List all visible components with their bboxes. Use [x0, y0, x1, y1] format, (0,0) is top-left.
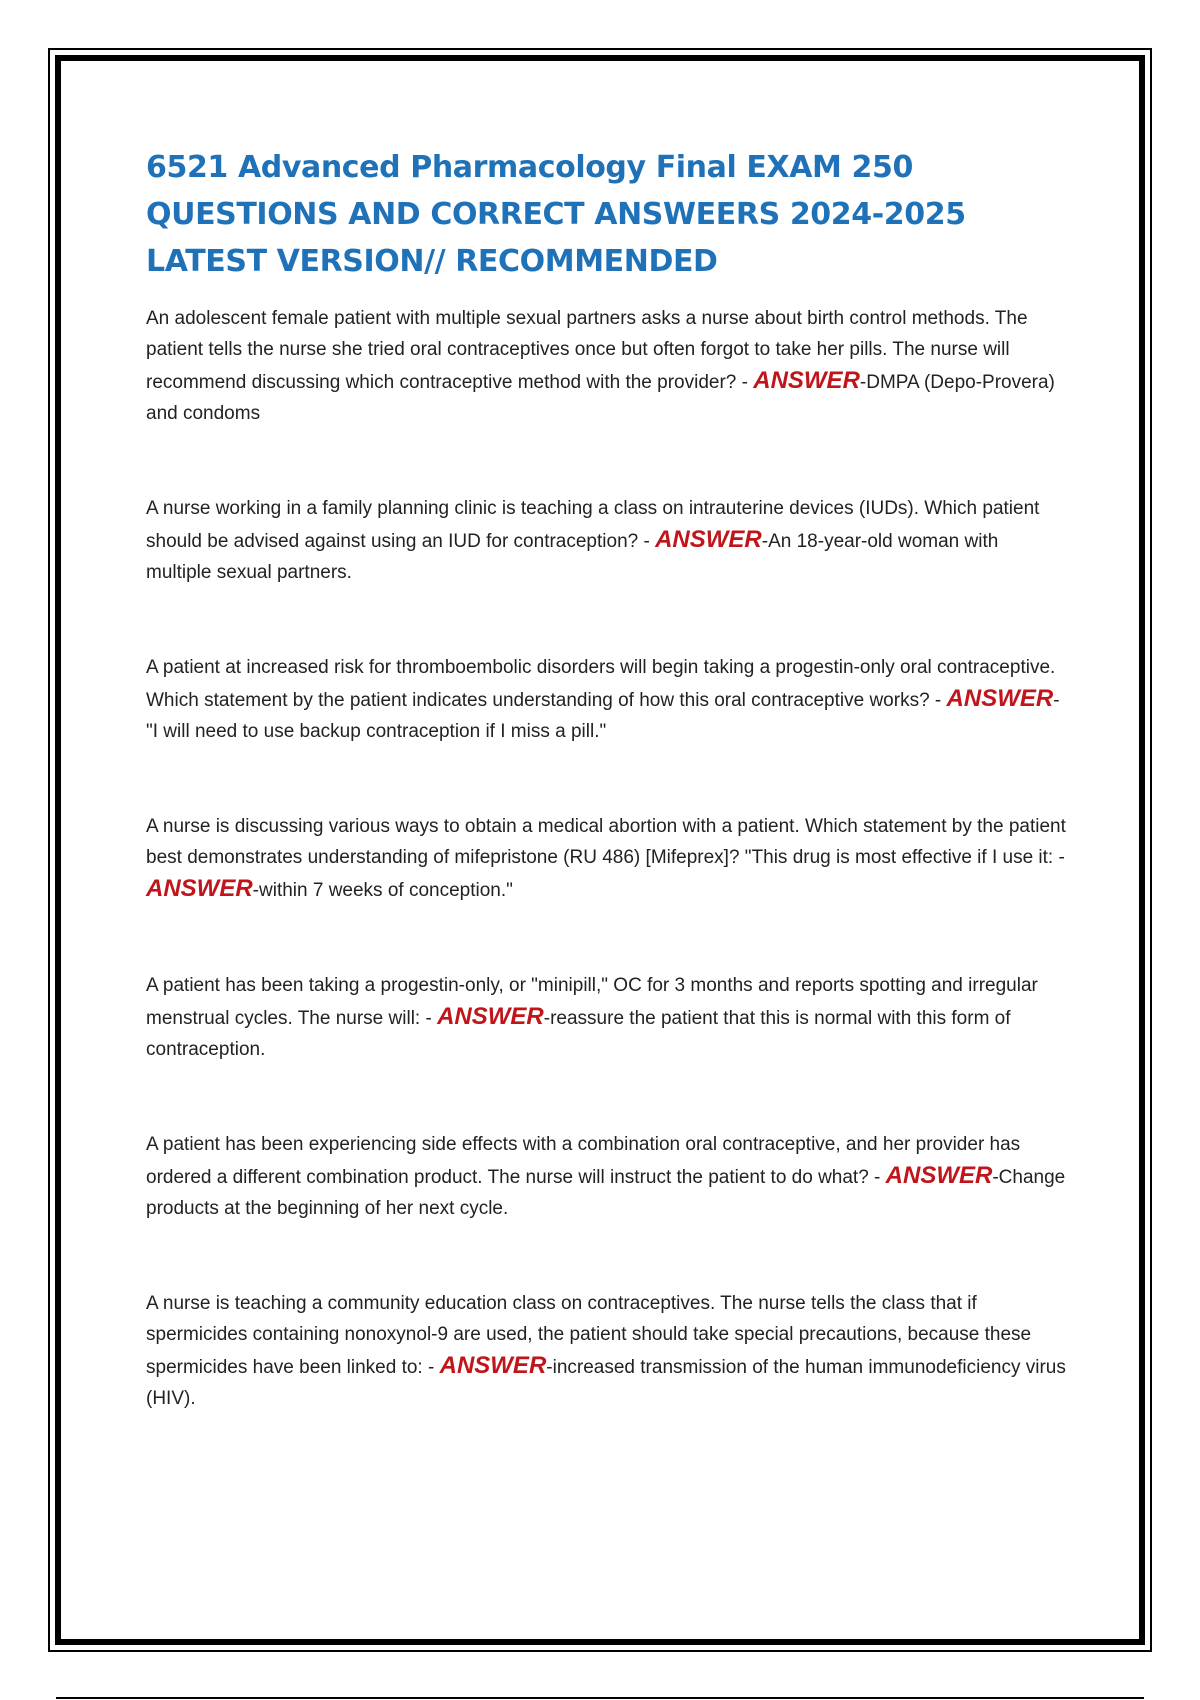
answer-label: ANSWER — [753, 367, 860, 394]
qa-item — [146, 970, 1066, 1065]
question-text: A nurse working in a family planning clinic is teaching a class on intrauterine devices (IUDs). Which patient should be advised against using an IUD for contraception? - — [146, 498, 1040, 552]
answer-text: -"I will need to use backup contraception if I miss a pill." — [146, 690, 1060, 742]
qa-item — [146, 811, 1066, 906]
qa-item — [146, 1288, 1066, 1414]
question-text: A patient has been taking a progestin-only, or "minipill," OC for 3 months and reports spotting and irregular menstrual cycles. The nurse will: - — [146, 975, 1038, 1029]
answer-text: -An 18-year-old woman with multiple sexual partners. — [146, 531, 999, 583]
page-divider — [56, 1697, 1144, 1699]
question-text: An adolescent female patient with multiple sexual partners asks a nurse about birth control methods. The patient tells the nurse she tried oral contraceptives once but often forgot to take her pills. The nurse will recommend discussing which contraceptive method with the provider? - — [146, 308, 1028, 393]
answer-label: ANSWER — [946, 685, 1054, 712]
answer-text: -Change products at the beginning of her next cycle. — [146, 1167, 1066, 1219]
document-body — [146, 144, 1066, 1478]
answer-label: ANSWER — [146, 875, 253, 902]
answer-label: ANSWER — [655, 526, 762, 553]
answer-label: ANSWER — [439, 1352, 547, 1379]
question-text: A patient at increased risk for thromboembolic disorders will begin taking a progestin-only oral contraceptive. Which statement by the patient indicates understanding of how this oral contraceptive works? - — [146, 657, 1056, 711]
answer-text: -DMPA (Depo-Provera) and condoms — [146, 372, 1055, 424]
answer-label: ANSWER — [437, 1003, 544, 1030]
qa-item — [146, 493, 1066, 588]
document-title: 6521 Advanced Pharmacology Final EXAM 250 QUESTIONS AND CORRECT ANSWEERS 2024-2025 LATEST VERSION// RECOMMENDED — [146, 150, 966, 279]
question-text: A nurse is discussing various ways to obtain a medical abortion with a patient. Which statement by the patient best demonstrates understanding of mifepristone (RU 486) [Mifeprex]? "This drug is most effective if I use it: - — [146, 816, 1066, 868]
answer-label: ANSWER — [885, 1162, 993, 1189]
qa-item — [146, 303, 1066, 429]
answer-text: -reassure the patient that this is normal with this form of contraception. — [146, 1008, 1011, 1060]
question-text: A patient has been experiencing side effects with a combination oral contraceptive, and her provider has ordered a different combination product. The nurse will instruct the patient to do what? - — [146, 1134, 1021, 1188]
qa-item — [146, 652, 1066, 747]
answer-text: -increased transmission of the human immunodeficiency virus (HIV). — [146, 1357, 1066, 1409]
question-text: A nurse is teaching a community education class on contraceptives. The nurse tells the class that if spermicides containing nonoxynol-9 are used, the patient should take special precautions, because these spermicides have been linked to: - — [146, 1293, 1032, 1378]
answer-text: -within 7 weeks of conception." — [252, 880, 513, 901]
qa-item — [146, 1129, 1066, 1224]
